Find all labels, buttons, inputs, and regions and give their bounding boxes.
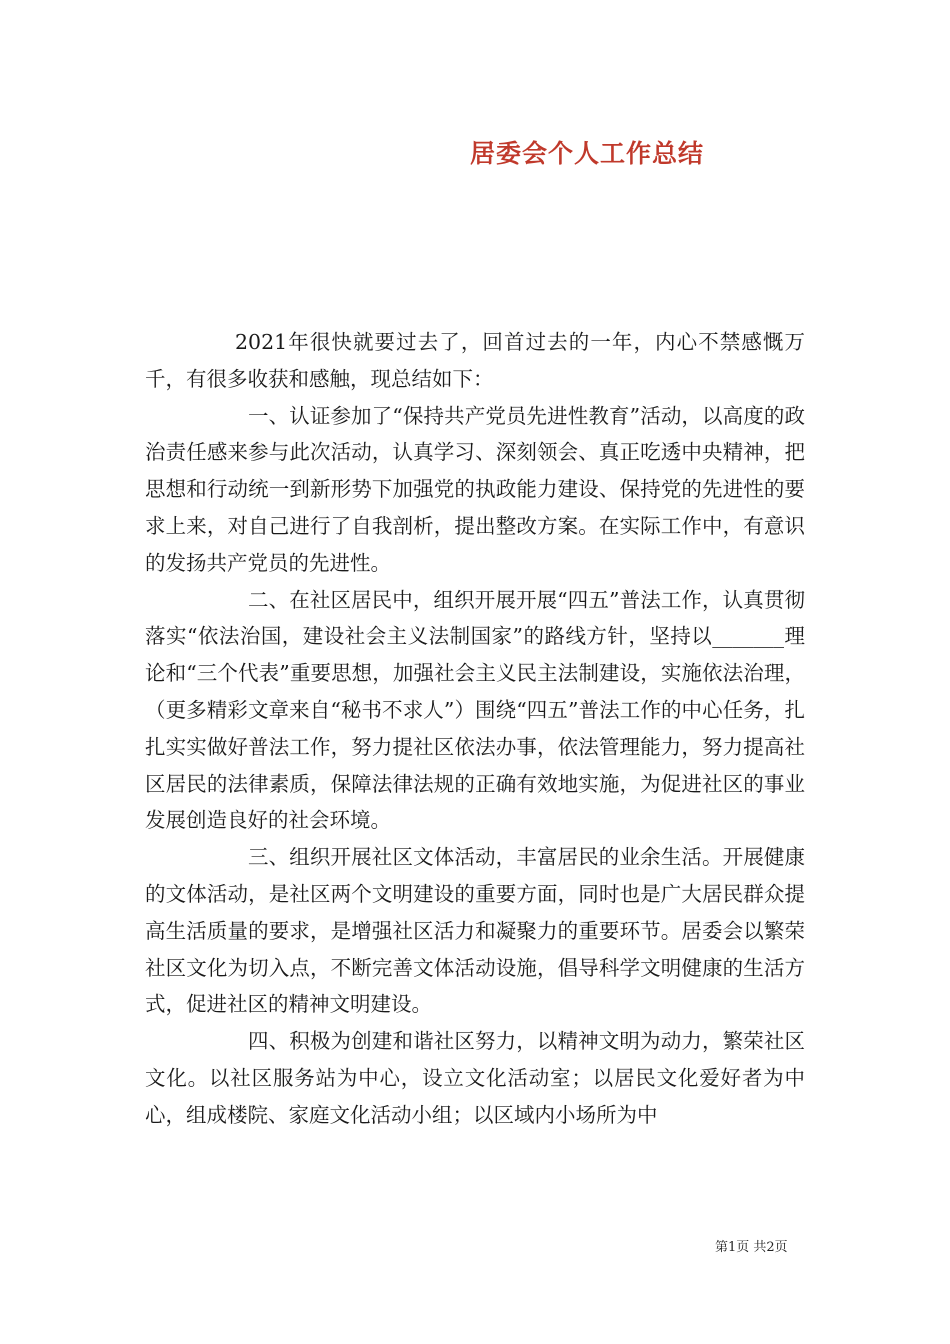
paragraph-item-2: 二、在社区居民中，组织开展开展“四五”普法工作，认真贯彻落实“依法治国，建设社会主义法制国家”的路线方针，坚持以_______理论和“三个代表”重要思想，加强社会主义民主法制建设，实施依法治理，（更多精彩文章来自“秘书不求人”）围绕“四五”普法工作的中心任务，扎扎实实做好普法工作，努力提社区依法办事，依法管理能力，努力提高社区居民的法律素质，保障法律法规的正确有效地实施，为促进社区的事业发展创造良好的社会环境。: [145, 587, 805, 833]
paragraph-item-3: 三、组织开展社区文体活动，丰富居民的业余生活。开展健康的文体活动，是社区两个文明建设的重要方面，同时也是广大居民群众提高生活质量的要求，是增强社区活力和凝聚力的重要环节。居委会以繁荣社区文化为切入点，不断完善文体活动设施，倡导科学文明健康的生活方式，促进社区的精神文明建设。: [145, 845, 805, 1017]
document-title: 居委会个人工作总结: [470, 139, 705, 168]
page-footer: 第1页 共2页: [715, 1240, 788, 1255]
paragraph-intro: 2021年很快就要过去了，回首过去的一年，内心不禁感慨万千，有很多收获和感触，现总结如下：: [145, 330, 805, 391]
paragraph-item-1: 一、认证参加了“保持共产党员先进性教育”活动，以高度的政治责任感来参与此次活动，认真学习、深刻领会、真正吃透中央精神，把思想和行动统一到新形势下加强党的执政能力建设、保持党的先进性的要求上来，对自己进行了自我剖析，提出整改方案。在实际工作中，有意识的发扬共产党员的先进性。: [145, 403, 805, 575]
paragraph-item-4: 四、积极为创建和谐社区努力，以精神文明为动力，繁荣社区文化。以社区服务站为中心，设立文化活动室；以居民文化爱好者为中心，组成楼院、家庭文化活动小组；以区域内小场所为中: [145, 1029, 805, 1127]
document-body: [145, 324, 805, 1134]
